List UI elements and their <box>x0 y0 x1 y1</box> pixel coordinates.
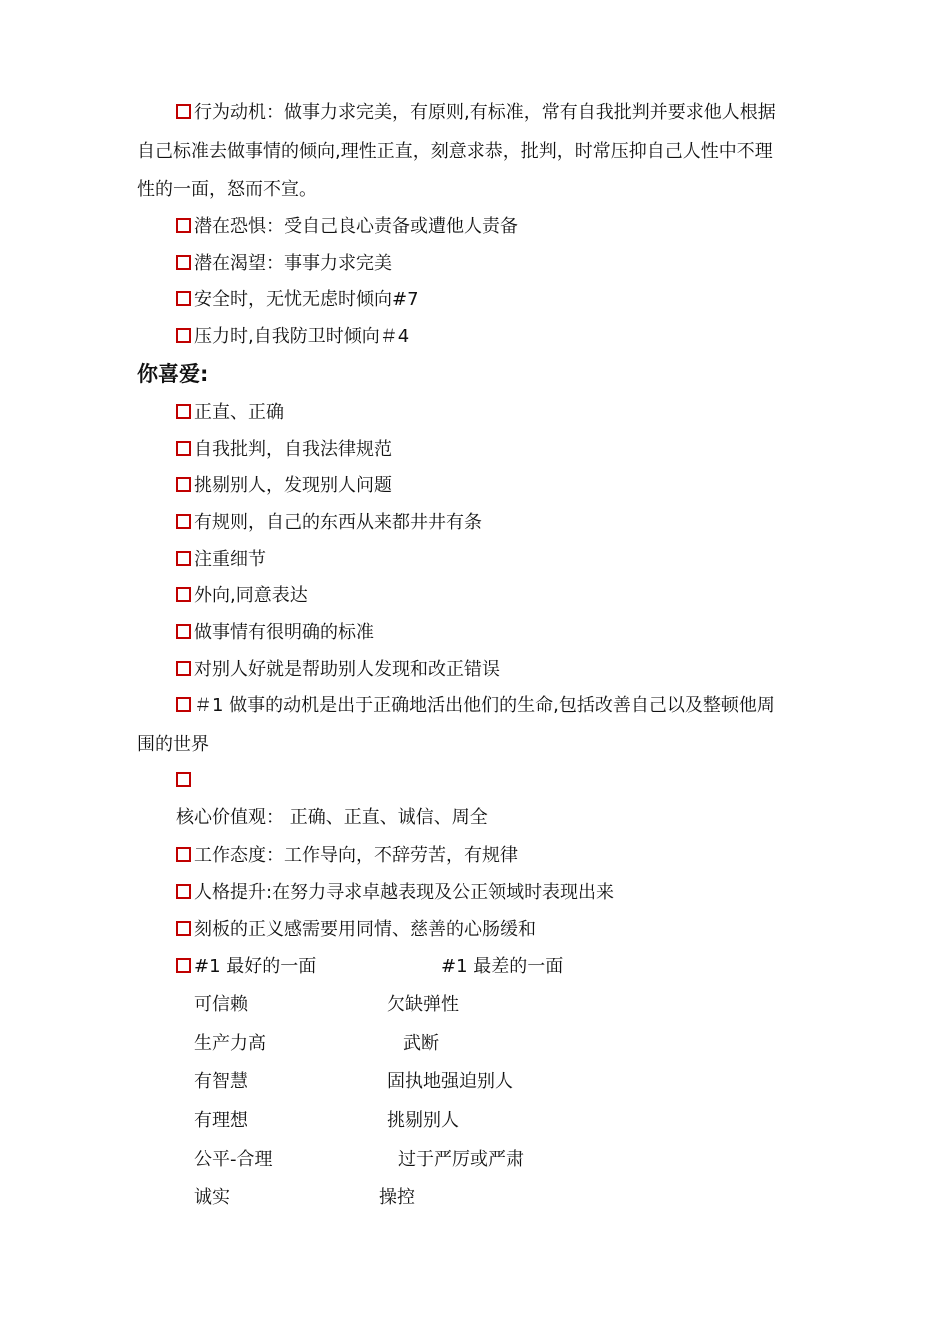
checkbox-icon <box>176 624 191 639</box>
checkbox-icon <box>176 255 191 270</box>
worst-item: 挑剔别人 <box>387 1110 459 1131</box>
checkbox-icon <box>176 477 191 492</box>
safe-item <box>176 288 419 312</box>
safe-text: 安全时，无忧无虑时倾向#7 <box>194 289 419 310</box>
personality-text: 人格提升:在努力寻求卓越表现及公正领域时表现出来 <box>194 882 615 903</box>
stress-text: 压力时,自我防卫时倾向＃4 <box>194 326 410 347</box>
best-item: 生产力高 <box>194 1033 266 1054</box>
motive1-line-1: ＃1 做事的动机是出于正确地活出他们的生命,包括改善自己以及整顿他周 <box>194 695 775 716</box>
best-item: 公平-合理 <box>194 1149 273 1170</box>
list-item <box>176 621 374 645</box>
rigid-text: 刻板的正义感需要用同情、慈善的心肠缓和 <box>194 919 536 940</box>
work-attitude-text: 工作态度：工作导向，不辞劳苦，有规律 <box>194 845 518 866</box>
best-item: 诚实 <box>194 1187 230 1208</box>
best-item: 有智慧 <box>194 1071 248 1092</box>
rigid-item <box>176 918 536 942</box>
personality-item <box>176 881 614 905</box>
core-values: 核心价值观： 正确、正直、诚信、周全 <box>176 807 488 828</box>
checkbox-icon <box>176 441 191 456</box>
checkbox-icon <box>176 404 191 419</box>
motive-line-3: 性的一面，怒而不宣。 <box>137 179 317 200</box>
checkbox-icon <box>176 291 191 306</box>
list-item-text: 挑剔别人，发现别人问题 <box>194 475 392 496</box>
list-item-text: 正直、正确 <box>194 402 284 423</box>
list-item-text: 自我批判，自我法律规范 <box>194 439 392 460</box>
list-item-text: 对别人好就是帮助别人发现和改正错误 <box>194 659 500 680</box>
list-item <box>176 438 392 462</box>
list-item-text: 注重细节 <box>194 549 266 570</box>
checkbox-icon <box>176 697 191 712</box>
list-item-text: 有规则，自己的东西从来都井井有条 <box>194 512 482 533</box>
checkbox-icon <box>176 884 191 899</box>
motive1-paragraph <box>176 694 775 718</box>
best-title-item <box>176 955 316 979</box>
worst-item: 操控 <box>379 1187 415 1208</box>
motive-line-2: 自己标准去做事情的倾向,理性正直，刻意求恭，批判，时常压抑自己人性中不理 <box>137 141 773 162</box>
checkbox-icon <box>176 958 191 973</box>
desire-text: 潜在渴望：事事力求完美 <box>194 253 392 274</box>
checkbox-icon <box>176 661 191 676</box>
fear-text: 潜在恐惧：受自己良心责备或遭他人责备 <box>194 216 518 237</box>
list-item <box>176 584 308 608</box>
worst-item: 欠缺弹性 <box>387 994 459 1015</box>
checkbox-icon <box>176 104 191 119</box>
list-item <box>176 511 482 535</box>
checkbox-icon <box>176 328 191 343</box>
checkbox-icon <box>176 921 191 936</box>
list-item <box>176 474 392 498</box>
checkbox-icon <box>176 551 191 566</box>
stress-item <box>176 325 409 349</box>
checkbox-icon <box>176 587 191 602</box>
worst-item: 过于严厉或严肃 <box>398 1149 524 1170</box>
list-item <box>176 548 266 572</box>
worst-title: #1 最差的一面 <box>441 956 564 977</box>
best-title: #1 最好的一面 <box>194 956 317 977</box>
checkbox-icon <box>176 847 191 862</box>
fear-item <box>176 215 518 239</box>
list-item-text: 做事情有很明确的标准 <box>194 622 374 643</box>
best-item: 可信赖 <box>194 994 248 1015</box>
worst-item: 武断 <box>403 1033 439 1054</box>
checkbox-icon <box>176 218 191 233</box>
motive1-line-2: 围的世界 <box>137 734 209 755</box>
checkbox-icon <box>176 772 191 787</box>
worst-item: 固执地强迫别人 <box>387 1071 513 1092</box>
work-attitude-item <box>176 844 518 868</box>
checkbox-icon <box>176 514 191 529</box>
list-item-text: 外向,同意表达 <box>194 585 308 606</box>
motive-line-1: 行为动机：做事力求完美，有原则,有标准，常有自我批判并要求他人根据 <box>194 102 776 123</box>
empty-item <box>176 769 194 793</box>
motive-paragraph <box>176 101 776 125</box>
list-item <box>176 401 284 425</box>
best-item: 有理想 <box>194 1110 248 1131</box>
desire-item <box>176 252 392 276</box>
section-heading: 你喜爱: <box>137 362 209 386</box>
list-item <box>176 658 500 682</box>
